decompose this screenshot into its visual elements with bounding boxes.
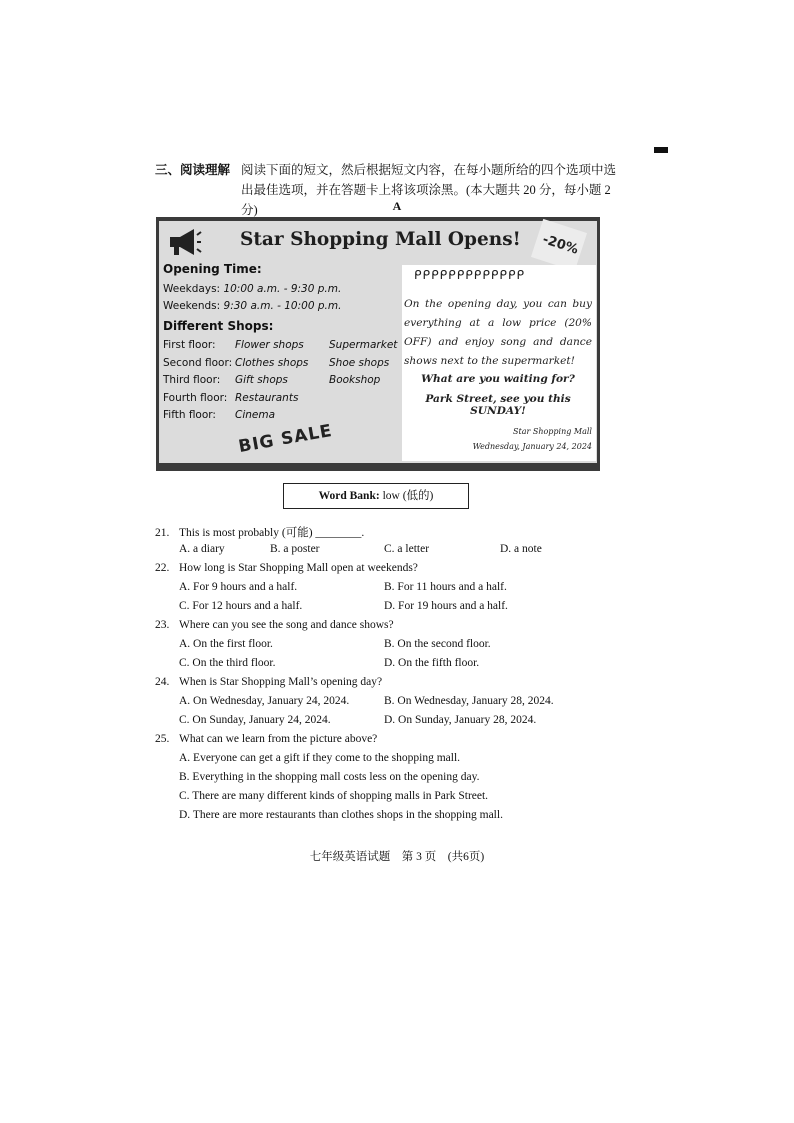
word-bank-entry: low (低的)	[382, 490, 434, 502]
question	[155, 524, 364, 540]
floor-shop: Cinema	[235, 409, 276, 421]
option: D. On the fifth floor.	[384, 657, 480, 669]
question-number: 21.	[155, 527, 170, 539]
weekdays-hours	[163, 283, 341, 295]
option: B. For 11 hours and a half.	[384, 581, 507, 593]
option: C. On Sunday, January 24, 2024.	[179, 714, 331, 726]
question-text: How long is Star Shopping Mall open at weekends?	[179, 562, 418, 574]
floor-label: First floor:	[163, 339, 216, 351]
floor-row	[163, 392, 329, 404]
mall-poster	[156, 217, 600, 471]
option: C. For 12 hours and a half.	[179, 600, 303, 612]
question-number: 25.	[155, 733, 170, 745]
option: B. a poster	[270, 543, 320, 555]
option: C. On the third floor.	[179, 657, 276, 669]
big-sale-banner: BIG SALE	[236, 420, 335, 458]
weekends-time: 9:30 a.m. - 10:00 p.m.	[223, 300, 342, 312]
question	[155, 733, 377, 745]
floor-shop: Bookshop	[329, 374, 381, 386]
floor-shop: Supermarket	[329, 339, 398, 351]
spiral-binding-icon: ᑭᑭᑭᑭᑭᑭᑭᑭᑭᑭᑭᑭᑭ	[414, 268, 526, 282]
note-invite: Park Street, see you this SUNDAY!	[425, 393, 571, 417]
megaphone-icon	[166, 227, 202, 257]
floor-row	[163, 357, 389, 369]
weekdays-time: 10:00 a.m. - 9:30 p.m.	[223, 283, 342, 295]
option: A. On Wednesday, January 24, 2024.	[179, 695, 350, 707]
discount-tag-text: -20%	[540, 232, 581, 258]
question-text: When is Star Shopping Mall’s opening day?	[179, 676, 383, 688]
option: C. a letter	[384, 543, 430, 555]
corner-mark	[654, 147, 668, 153]
floor-label: Fourth floor:	[163, 392, 228, 404]
question-text: This is most probably (可能) ________.	[179, 527, 365, 539]
floor-shop: Clothes shops	[235, 357, 309, 369]
option: A. a diary	[179, 543, 225, 555]
question	[155, 619, 394, 631]
floor-label: Third floor:	[163, 374, 221, 386]
option: C. There are many different kinds of shopping malls in Park Street.	[179, 790, 489, 802]
note-text: On the opening day, you can buy everything at a low price (20% OFF) and enjoy song and dance shows next to the supermarket!	[404, 298, 592, 367]
floor-shop: Shoe shops	[329, 357, 390, 369]
question-text: Where can you see the song and dance shows?	[179, 619, 394, 631]
question	[155, 562, 418, 574]
question-number: 23.	[155, 619, 170, 631]
floor-row	[163, 409, 329, 421]
question-number: 22.	[155, 562, 170, 574]
floor-shop: Flower shops	[235, 339, 304, 351]
floor-row	[163, 339, 397, 351]
shops-title: Different Shops:	[163, 319, 274, 333]
option: D. a note	[500, 543, 542, 555]
opening-time-title: Opening Time:	[163, 262, 262, 276]
weekends-label: Weekends:	[163, 300, 221, 312]
weekends-hours	[163, 300, 341, 312]
page-footer: 七年级英语试题 第 3 页 (共6页)	[309, 851, 485, 863]
option: D. On Sunday, January 28, 2024.	[384, 714, 537, 726]
question-text: What can we learn from the picture above?	[179, 733, 378, 745]
note-question: What are you waiting for?	[421, 373, 575, 385]
option: A. For 9 hours and a half.	[179, 581, 298, 593]
poster-date: Wednesday, January 24, 2024	[472, 442, 592, 451]
option: B. On the second floor.	[384, 638, 491, 650]
floor-label: Fifth floor:	[163, 409, 216, 421]
word-bank	[283, 483, 469, 509]
option: B. On Wednesday, January 28, 2024.	[384, 695, 554, 707]
section-title: 三、阅读理解	[155, 163, 231, 177]
signer: Star Shopping Mall	[513, 427, 592, 436]
word-bank-label: Word Bank:	[318, 490, 380, 502]
section-instruction: 阅读下面的短文，然后根据短文内容，在每小题所给的四个选项中选出最佳选项，并在答题卡上将该项涂黑。(本大题共 20 分，每小题 2 分)	[241, 163, 617, 217]
floor-shop: Gift shops	[235, 374, 288, 386]
floor-label: Second floor:	[163, 357, 233, 369]
weekdays-label: Weekdays:	[163, 283, 221, 295]
passage-label: A	[392, 199, 402, 213]
question-number: 24.	[155, 676, 170, 688]
question	[155, 676, 382, 688]
poster-headline: Star Shopping Mall Opens!	[240, 229, 521, 250]
floor-shop: Restaurants	[235, 392, 299, 404]
option: D. There are more restaurants than clothes shops in the shopping mall.	[179, 809, 503, 821]
option: B. Everything in the shopping mall costs less on the opening day.	[179, 771, 480, 783]
option: A. On the first floor.	[179, 638, 273, 650]
floor-row	[163, 374, 380, 386]
option: A. Everyone can get a gift if they come to the shopping mall.	[179, 752, 461, 764]
option: D. For 19 hours and a half.	[384, 600, 508, 612]
